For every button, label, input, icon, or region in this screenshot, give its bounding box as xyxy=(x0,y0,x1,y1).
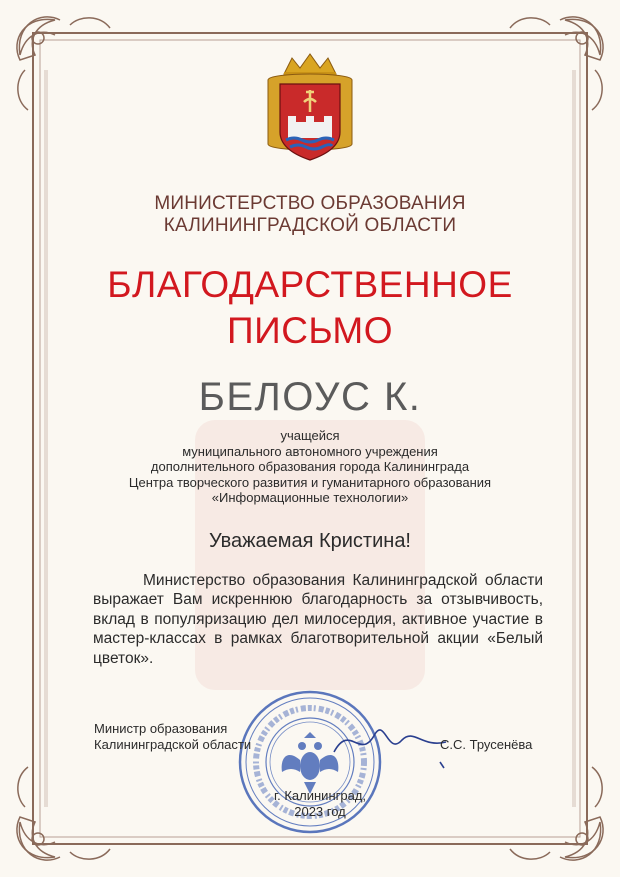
affiliation-line: дополнительного образования города Калининграда xyxy=(150,459,470,474)
coat-of-arms-icon xyxy=(262,52,358,164)
greeting: Уважаемая Кристина! xyxy=(209,530,411,552)
signatory-position xyxy=(94,721,251,753)
affiliation-line: учащейся xyxy=(280,428,340,443)
handwritten-signature xyxy=(330,712,450,772)
year: 2023 год xyxy=(294,804,346,819)
title-line-1: БЛАГОДАРСТВЕННОЕ xyxy=(107,264,513,305)
signatory-name: С.С. Трусенёва xyxy=(440,737,533,752)
ministry-name xyxy=(0,193,620,237)
document-title xyxy=(0,262,620,354)
ministry-line-2: КАЛИНИНГРАДСКОЙ ОБЛАСТИ xyxy=(163,215,457,236)
position-line-1: Министр образования xyxy=(94,721,228,736)
place: г. Калининград, xyxy=(273,788,367,803)
recipient-name: БЕЛОУС К. xyxy=(198,375,422,419)
place-and-year xyxy=(230,788,410,820)
corner-ornament-bottom-left xyxy=(17,767,110,860)
affiliation-line: муниципального автономного учреждения xyxy=(182,443,438,459)
corner-ornament-top-right xyxy=(510,17,603,110)
affiliation-line: Центра творческого развития и гуманитарного образования xyxy=(128,474,492,490)
title-line-2: ПИСЬМО xyxy=(227,310,393,351)
ministry-line-1: МИНИСТЕРСТВО ОБРАЗОВАНИЯ xyxy=(154,193,466,214)
position-line-2: Калининградской области xyxy=(94,737,252,752)
corner-ornament-top-left xyxy=(17,17,110,110)
recipient-affiliation xyxy=(0,428,620,506)
letter-body: Министерство образования Калининградской области выражает Вам искреннюю благодарность за отзывчивость, вклад в популяризацию дел милосердия, активное участие в мастер-классах в рамках благотворительной акции «Белый цветок». xyxy=(93,572,543,667)
affiliation-line: «Информационные технологии» xyxy=(211,490,409,505)
corner-ornament-bottom-right xyxy=(510,767,603,860)
